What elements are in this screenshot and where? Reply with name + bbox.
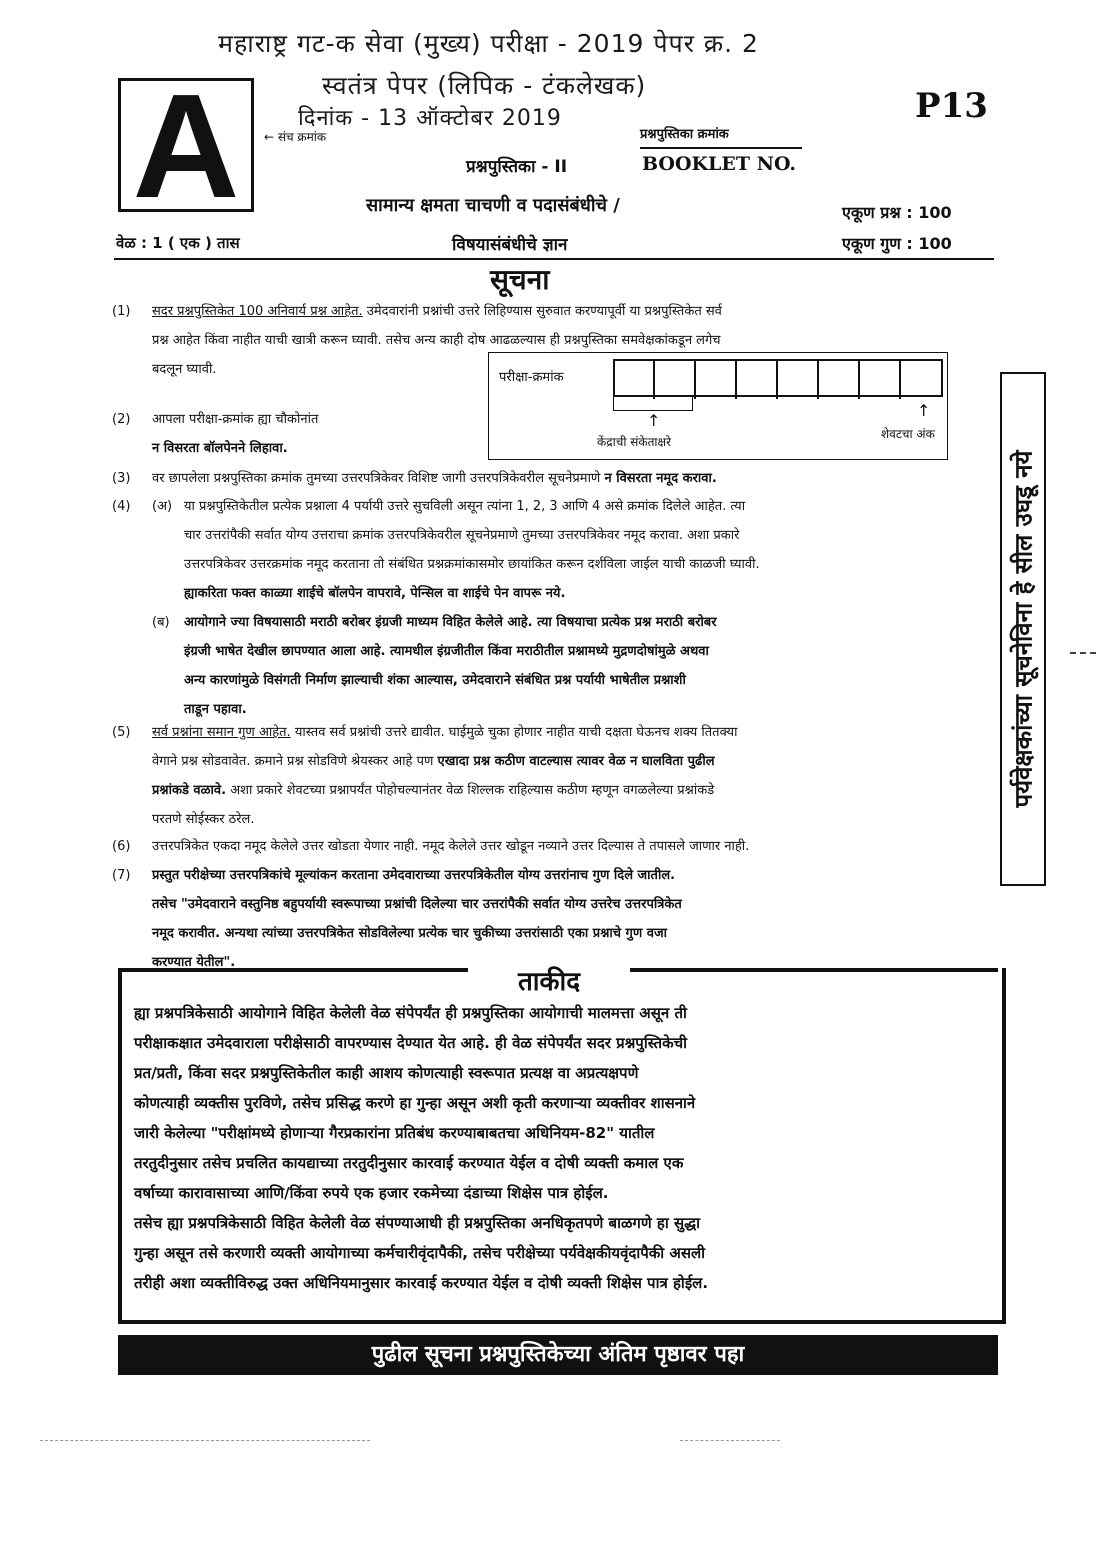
- instruction-underlined-text: सदर प्रश्नपुस्तिकेत 100 अनिवार्य प्रश्न आहेत.: [152, 304, 363, 319]
- instruction-line: प्रस्तुत परीक्षेच्या उत्तरपत्रिकांचे मूल्यांकन करताना उमेदवाराच्या उत्तरपत्रिकेतील योग्य उत्तरांनाच गुण दिले जातील.: [152, 868, 676, 883]
- instruction-line: तसेच "उमेदवाराने वस्तुनिष्ठ बहुपर्यायी स्वरूपाच्या प्रश्नांची दिलेल्या चार उत्तरांपैकी सर्वात योग्य उत्तरेच उत्तरपत्रिकेत: [152, 897, 682, 912]
- warning-line: परीक्षाकक्षात उमेदवाराला परीक्षेसाठी वापरण्यास देण्यात येत आहे. ही वेळ संपेपर्यंत सदर प्रश्नपुस्तिकेची: [134, 1034, 688, 1052]
- exam-number-digit-box[interactable]: [697, 361, 737, 399]
- instruction-text: उमेदवारांनी प्रश्नांची उत्तरे लिहिण्यास सुरुवात करण्यापूर्वी या प्रश्नपुस्तिकेत सर्व: [362, 304, 722, 319]
- instruction-line: उत्तरपत्रिकेत एकदा नमूद केलेले उत्तर खोडता येणार नाही. नमूद केलेले उत्तर खोडून नव्याने उत्तर दिल्यास ते तपासले जाणार नाही.: [152, 839, 750, 854]
- instruction-number: (6): [112, 839, 131, 854]
- centre-code-label: केंद्राची संकेताक्षरे: [597, 435, 672, 449]
- instruction-line: उत्तरपत्रिकेवर उत्तरक्रमांक नमूद करताना तो संबंधित प्रश्नक्रमांकासमोर छायांकित करून दर्शविला जाईल याची काळजी घ्यावी.: [184, 557, 760, 572]
- instruction-text: यास्तव सर्व प्रश्नांची उत्तरे द्यावीत. घाईमुळे चुका होणार नाहीत याची दक्षता घेऊनच शक्य तितक्या: [290, 725, 738, 740]
- booklet-no-divider: [640, 147, 802, 149]
- instruction-text: अशा प्रकारे शेवटच्या प्रश्नापर्यंत पोहोचल्यानंतर वेळ शिल्लक राहिल्यास कठीण म्हणून वगळलेल्या प्रश्नांकडे: [226, 783, 715, 798]
- instruction-line: ह्याकरिता फक्त काळ्या शाईचे बॉलपेन वापरावे, पेन्सिल वा शाईचे पेन वापरू नये.: [184, 586, 566, 601]
- instruction-line: बदलून घ्यावी.: [152, 362, 217, 377]
- exam-number-panel: [488, 352, 948, 460]
- instruction-number: (1): [112, 304, 131, 319]
- up-arrow-icon: ↑: [917, 401, 931, 420]
- instruction-sub-label: (अ): [152, 499, 173, 514]
- instruction-line: नमूद करावीत. अन्यथा त्यांच्या उत्तरपत्रिकेत सोडविलेल्या प्रत्येक चार चुकीच्या उत्तरांसाठी एका प्रश्नाचे गुण वजा: [152, 926, 668, 941]
- instruction-bold-text: प्रश्नांकडे वळावे.: [152, 783, 227, 798]
- handwritten-exam-title: महाराष्ट्र गट-क सेवा (मुख्य) परीक्षा - 2019 पेपर क्र. 2: [218, 29, 759, 58]
- centre-code-bracket: [613, 397, 693, 411]
- instruction-number: (7): [112, 868, 131, 883]
- instruction-line: या प्रश्नपुस्तिकेतील प्रत्येक प्रश्नाला 4 पर्यायी उत्तरे सुचविली असून त्यांना 1, 2, 3 आणि 4 असे क्रमांक दिलेले आहेत. त्या: [184, 499, 746, 514]
- instruction-line: चार उत्तरांपैकी सर्वात योग्य उत्तराचा क्रमांक उत्तरपत्रिकेवरील सूचनेप्रमाणे तुमच्या उत्तरपत्रिकेवर नमूद करावा. अशा प्रकारे: [184, 528, 740, 543]
- series-arrow-label: ← संच क्रमांक: [264, 130, 327, 144]
- last-digit-label: शेवटचा अंक: [881, 427, 935, 441]
- seal-cut-line: [1070, 652, 1096, 654]
- exam-number-label: परीक्षा-क्रमांक: [499, 370, 564, 385]
- instruction-text: वेगाने प्रश्न सोडवावेत. क्रमाने प्रश्न सोडविणे श्रेयस्कर आहे पण: [152, 754, 438, 769]
- total-questions: एकूण प्रश्न : 100: [842, 203, 952, 222]
- warning-heading: ताकीद: [517, 967, 581, 997]
- booklet-title: प्रश्नपुस्तिका - II: [466, 157, 568, 177]
- instruction-underlined-text: सर्व प्रश्नांना समान गुण आहेत.: [152, 725, 291, 740]
- exam-number-input[interactable]: [613, 359, 943, 397]
- instruction-line: [152, 776, 1032, 805]
- warning-line: जारी केलेल्या "परीक्षांमध्ये होणाऱ्या गैरप्रकारांना प्रतिबंध करण्याबाबतचा अधिनियम-82" यातील: [134, 1124, 655, 1142]
- booklet-no-label-marathi: प्रश्नपुस्तिका क्रमांक: [640, 127, 729, 142]
- exam-duration: वेळ : 1 ( एक ) तास: [116, 234, 240, 252]
- warning-line: तसेच ह्या प्रश्नपत्रिकेसाठी विहित केलेली वेळ संपण्याआधी ही प्रश्नपुस्तिका अनधिकृतपणे बाळगणे हा सुद्धा: [134, 1214, 700, 1232]
- subject-title-line2: विषयासंबंधीचे ज्ञान: [452, 235, 568, 255]
- warning-line: गुन्हा असून तसे करणारी व्यक्ती आयोगाच्या कर्मचारीवृंदापैकी, तसेच परीक्षेच्या पर्यवेक्षकीयवृंदापैकी असली: [134, 1244, 706, 1262]
- instruction-line: [152, 297, 1032, 326]
- exam-number-digit-box[interactable]: [656, 361, 696, 399]
- header-divider: [114, 258, 994, 260]
- instruction-line: ताडून पहावा.: [184, 702, 247, 717]
- instruction-sub-label: (ब): [152, 615, 170, 630]
- warning-line: ह्या प्रश्नपत्रिकेसाठी आयोगाने विहित केलेली वेळ संपेपर्यंत ही प्रश्नपुस्तिका आयोगाची मालमत्ता असून ती: [134, 1004, 687, 1022]
- instruction-line: न विसरता बॉलपेनने लिहावा.: [152, 441, 288, 456]
- seal-notice-text: पर्यवेक्षकांच्या सूचनेविना हे सील उघडू नये: [1009, 450, 1038, 808]
- exam-number-digit-box[interactable]: [820, 361, 860, 399]
- instruction-line: आपला परीक्षा-क्रमांक ह्या चौकोनांत: [152, 412, 319, 427]
- instruction-text: वर छापलेला प्रश्नपुस्तिका क्रमांक तुमच्या उत्तरपत्रिकेवर विशिष्ट जागी उत्तरपत्रिकेवरील सूचनेप्रमाणे: [152, 471, 605, 486]
- instruction-line: आयोगाने ज्या विषयासाठी मराठी बरोबर इंग्रजी माध्यम विहित केलेले आहे. त्या विषयाचा प्रत्येक प्रश्न मराठी बरोबर: [184, 615, 717, 630]
- instruction-number: (2): [112, 412, 131, 427]
- scan-artifact-line: [40, 1440, 370, 1441]
- up-arrow-icon: ↑: [647, 411, 661, 430]
- instruction-number: (3): [112, 471, 131, 486]
- instruction-line: करण्यात येतील".: [152, 955, 236, 970]
- warning-line: वर्षाच्या कारावासाच्या आणि/किंवा रुपये एक हजार रकमेच्या दंडाच्या शिक्षेस पात्र होईल.: [134, 1184, 609, 1202]
- instruction-bold-text: न विसरता नमूद करावा.: [604, 471, 717, 486]
- instruction-line: अन्य कारणांमुळे विसंगती निर्माण झाल्याची शंका आल्यास, उमेदवाराने संबंधित प्रश्न पर्यायी भाषेतील प्रश्नाशी: [184, 673, 686, 688]
- instructions-heading: सूचना: [490, 263, 550, 296]
- warning-line: तरतुदीनुसार तसेच प्रचलित कायद्याच्या तरतुदीनुसार कारवाई करण्यात येईल व दोषी व्यक्ती कमाल एक: [134, 1154, 684, 1172]
- instruction-line: [152, 718, 1032, 747]
- exam-number-digit-box[interactable]: [861, 361, 901, 399]
- instruction-number: (4): [112, 499, 131, 514]
- paper-code: P13: [915, 86, 988, 126]
- exam-number-digit-box[interactable]: [615, 361, 655, 399]
- booklet-no-label-english: BOOKLET NO.: [642, 153, 797, 175]
- subject-title-line1: सामान्य क्षमता चाचणी व पदासंबंधीचे /: [366, 195, 620, 216]
- instruction-line: इंग्रजी भाषेत देखील छापण्यात आला आहे. त्यामधील इंग्रजीतील किंवा मराठीतील प्रश्नामध्ये मुद्रणदोषांमुळे अथवा: [184, 644, 709, 659]
- warning-line: कोणत्याही व्यक्तीस पुरविणे, तसेच प्रसिद्ध करणे हा गुन्हा असून अशी कृती करणाऱ्या व्यक्तीवर शासनाने: [134, 1094, 696, 1112]
- total-marks: एकूण गुण : 100: [842, 234, 952, 253]
- handwritten-paper-type: स्वतंत्र पेपर (लिपिक - टंकलेखक): [322, 71, 647, 100]
- handwritten-exam-date: दिनांक - 13 ऑक्टोबर 2019: [298, 106, 562, 131]
- seal-notice-box: [1000, 372, 1046, 886]
- next-instructions-banner: पुढील सूचना प्रश्नपुस्तिकेच्या अंतिम पृष्ठावर पहा: [118, 1335, 998, 1375]
- instruction-line: परतणे सोईस्कर ठरेल.: [152, 812, 255, 827]
- instruction-number: (5): [112, 725, 131, 740]
- instruction-bold-text: एखादा प्रश्न कठीण वाटल्यास त्यावर वेळ न घालविता पुढील: [437, 754, 715, 769]
- scan-artifact-line: [680, 1440, 780, 1441]
- series-letter: A: [132, 64, 240, 229]
- instruction-line: [152, 747, 1032, 776]
- instruction-line: प्रश्न आहेत किंवा नाहीत याची खात्री करून घ्यावी. तसेच अन्य काही दोष आढळल्यास ही प्रश्नपुस्तिका समवेक्षकांकडून लगेच: [152, 333, 721, 348]
- exam-number-digit-box[interactable]: [779, 361, 819, 399]
- warning-line: प्रत/प्रती, किंवा सदर प्रश्नपुस्तिकेतील काही आशय कोणत्याही स्वरूपात प्रत्यक्ष वा अप्रत्यक्षपणे: [134, 1064, 639, 1082]
- exam-number-digit-box[interactable]: [738, 361, 778, 399]
- warning-line: तरीही अशा व्यक्तीविरुद्ध उक्त अधिनियमानुसार कारवाई करण्यात येईल व दोषी व्यक्ती शिक्षेस पात्र होईल.: [134, 1274, 709, 1292]
- series-letter-box: [118, 64, 254, 229]
- warning-box: [118, 968, 1006, 1324]
